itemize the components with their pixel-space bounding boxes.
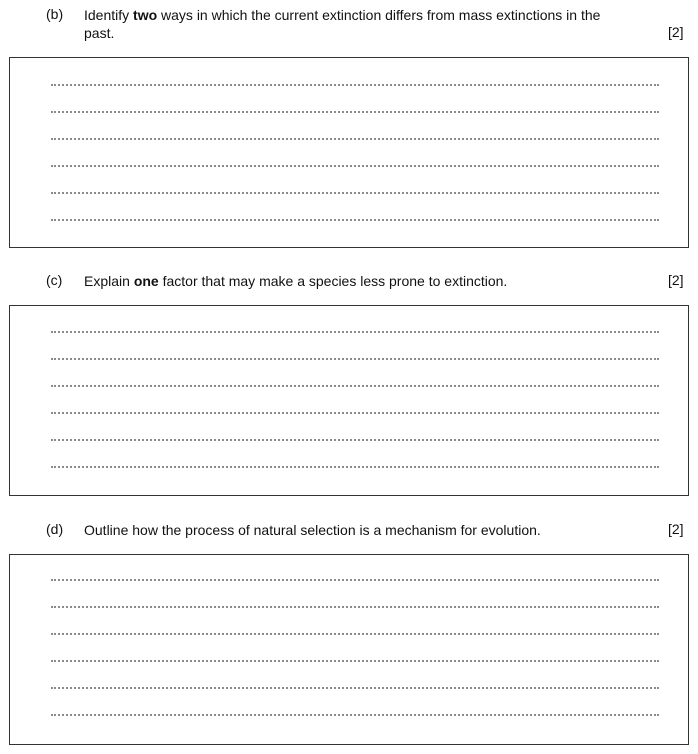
question-text [84, 6, 624, 42]
question-text [84, 272, 624, 290]
answer-line [51, 219, 659, 221]
answer-line [51, 84, 659, 86]
answer-line [51, 579, 659, 581]
answer-box-c[interactable] [9, 305, 689, 496]
question-text-start: Identify [84, 7, 134, 23]
answer-line [51, 687, 659, 689]
answer-box-d[interactable] [9, 554, 689, 745]
answer-line [51, 385, 659, 387]
marks-badge: [2] [668, 24, 684, 40]
question-text-start: Explain [84, 273, 134, 289]
answer-line [51, 439, 659, 441]
question-label: (b) [46, 6, 64, 22]
answer-line [51, 138, 659, 140]
question-text [84, 521, 624, 539]
answer-line [51, 633, 659, 635]
answer-line [51, 358, 659, 360]
marks-badge: [2] [668, 521, 684, 537]
answer-line [51, 714, 659, 716]
answer-line [51, 606, 659, 608]
answer-line [51, 466, 659, 468]
marks-badge: [2] [668, 272, 684, 288]
question-text-emphasis: two [133, 7, 158, 23]
question-label: (c) [46, 272, 63, 288]
answer-line [51, 660, 659, 662]
answer-line [51, 165, 659, 167]
question-text-emphasis: one [133, 273, 159, 289]
answer-line [51, 192, 659, 194]
answer-line [51, 111, 659, 113]
question-text-end: ways in which the current extinction differs from mass extinctions in the past. [84, 7, 601, 41]
answer-box-b[interactable] [9, 57, 689, 248]
question-text-end: factor that may make a species less prone to extinction. [158, 273, 508, 289]
question-label: (d) [46, 521, 64, 537]
answer-line [51, 412, 659, 414]
answer-line [51, 331, 659, 333]
question-text-end: Outline how the process of natural selection is a mechanism for evolution. [84, 522, 541, 538]
